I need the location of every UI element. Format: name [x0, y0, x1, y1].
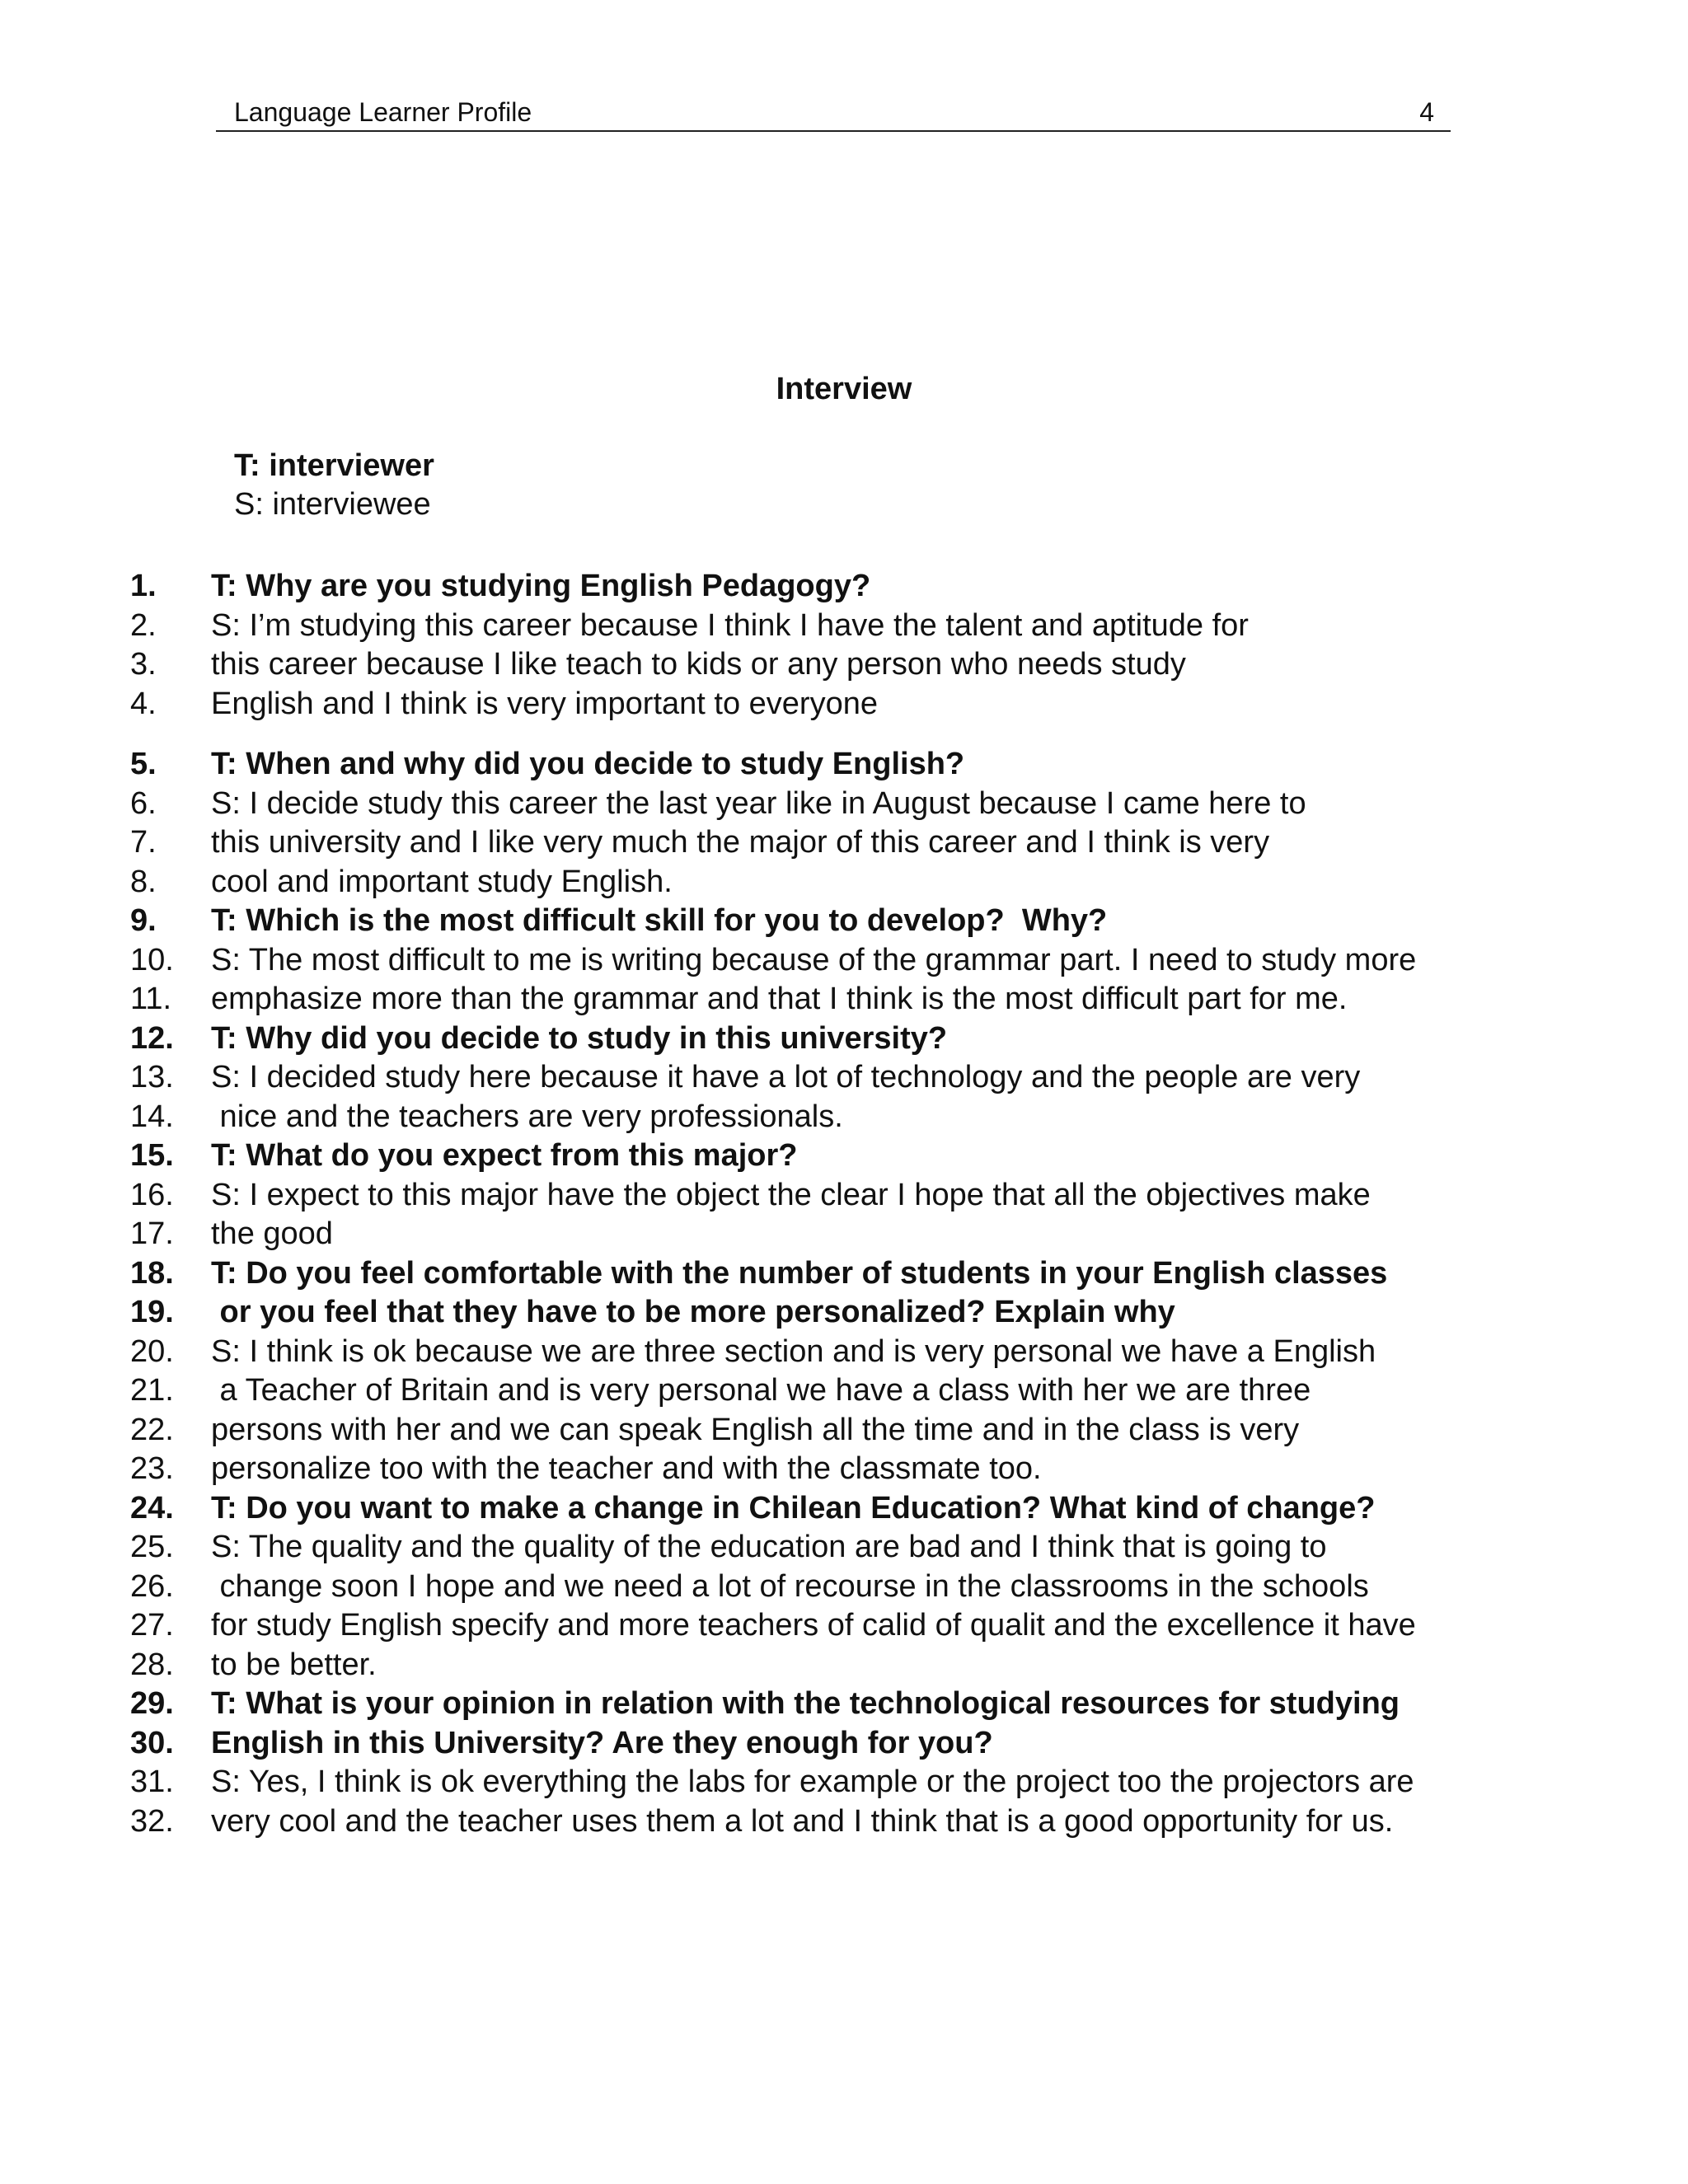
line-number: 5. [130, 747, 157, 781]
transcript-line [0, 1724, 1688, 1764]
transcript-line [0, 1019, 1688, 1059]
transcript-line [0, 1606, 1688, 1646]
transcript-line [0, 1058, 1688, 1098]
line-text: to be better. [211, 1647, 377, 1682]
line-text: T: When and why did you decide to study English? [211, 747, 965, 781]
interview-transcript [0, 567, 1688, 1841]
line-number: 6. [130, 785, 157, 821]
line-number: 17. [130, 1216, 174, 1251]
transcript-line [0, 1293, 1688, 1333]
line-number: 24. [130, 1490, 174, 1526]
line-text: or you feel that they have to be more personalized? Explain why [211, 1295, 1175, 1329]
line-text: T: Which is the most difficult skill for you to develop? Why? [211, 903, 1108, 938]
transcript-line [0, 1215, 1688, 1254]
transcript-line [0, 685, 1688, 724]
transcript-line [0, 941, 1688, 981]
line-number: 21. [130, 1373, 174, 1408]
line-text: change soon I hope and we need a lot of recourse in the classrooms in the schools [211, 1568, 1369, 1604]
line-text: a Teacher of Britain and is very personal we have a class with her we are three [211, 1373, 1311, 1408]
transcript-line [0, 1685, 1688, 1724]
transcript-line [0, 1411, 1688, 1451]
line-number: 12. [130, 1020, 174, 1056]
line-text: nice and the teachers are very professionals. [211, 1099, 843, 1134]
transcript-line [0, 863, 1688, 902]
line-text: T: Do you want to make a change in Chilean Education? What kind of change? [211, 1490, 1376, 1526]
line-text: S: Yes, I think is ok everything the labs for example or the project too the projectors are [211, 1765, 1414, 1799]
line-text: very cool and the teacher uses them a lot and I think that is a good opportunity for us. [211, 1803, 1394, 1839]
line-number: 19. [130, 1295, 174, 1329]
transcript-line [0, 1333, 1688, 1372]
line-text: T: Why did you decide to study in this university? [211, 1020, 948, 1056]
transcript-line [0, 1646, 1688, 1685]
line-text: S: I expect to this major have the object the clear I hope that all the objectives make [211, 1177, 1371, 1212]
line-text: T: What do you expect from this major? [211, 1138, 798, 1173]
line-text: for study English specify and more teachers of calid of qualit and the excellence it have [211, 1608, 1416, 1643]
line-text: personalize too with the teacher and with the classmate too. [211, 1451, 1042, 1486]
line-text: T: Do you feel comfortable with the number of students in your English classes [211, 1255, 1388, 1291]
line-number: 23. [130, 1451, 174, 1486]
transcript-line [0, 1176, 1688, 1216]
transcript-line [0, 1098, 1688, 1137]
transcript-line [0, 745, 1688, 785]
transcript-line [0, 902, 1688, 941]
line-text: cool and important study English. [211, 864, 673, 899]
line-number: 31. [130, 1765, 174, 1799]
line-number: 22. [130, 1412, 174, 1447]
line-number: 26. [130, 1568, 174, 1604]
line-text: S: I’m studying this career because I think I have the talent and aptitude for [211, 607, 1249, 643]
transcript-line [0, 1489, 1688, 1529]
transcript-line [0, 607, 1688, 646]
line-text: T: Why are you studying English Pedagogy? [211, 569, 871, 603]
document-title: Interview [776, 372, 912, 406]
line-number: 3. [130, 647, 157, 682]
line-number: 25. [130, 1530, 174, 1564]
running-header [216, 94, 1451, 132]
legend-interviewer: T: interviewer [234, 448, 434, 483]
transcript-line [0, 1568, 1688, 1607]
line-number: 10. [130, 942, 174, 977]
transcript-line [0, 1450, 1688, 1489]
line-text: T: What is your opinion in relation with the technological resources for studying [211, 1686, 1400, 1721]
line-number: 4. [130, 686, 157, 721]
line-number: 14. [130, 1099, 174, 1134]
line-text: English and I think is very important to everyone [211, 686, 878, 721]
line-text: this career because I like teach to kids or any person who needs study [211, 647, 1186, 682]
speaker-legend [234, 447, 434, 524]
line-number: 15. [130, 1138, 174, 1173]
line-number: 1. [130, 569, 157, 603]
line-number: 16. [130, 1177, 174, 1212]
transcript-line [0, 785, 1688, 824]
line-number: 8. [130, 864, 157, 899]
line-number: 27. [130, 1608, 174, 1643]
line-number: 29. [130, 1686, 174, 1721]
transcript-line [0, 823, 1688, 863]
line-number: 11. [130, 982, 172, 1016]
transcript-line [0, 645, 1688, 685]
line-text: this university and I like very much the major of this career and I think is very [211, 825, 1270, 860]
line-number: 18. [130, 1255, 174, 1291]
transcript-line [0, 567, 1688, 607]
running-header-title: Language Learner Profile [234, 97, 532, 127]
line-text: English in this University? Are they enough for you? [211, 1725, 993, 1760]
transcript-line [0, 1763, 1688, 1802]
transcript-line [0, 980, 1688, 1019]
line-number: 2. [130, 607, 157, 643]
line-number: 32. [130, 1803, 174, 1839]
legend-interviewee: S: interviewee [234, 487, 431, 522]
line-text: S: The most difficult to me is writing because of the grammar part. I need to study more [211, 942, 1417, 977]
line-text: emphasize more than the grammar and that I think is the most difficult part for me. [211, 982, 1348, 1016]
transcript-line [0, 1802, 1688, 1842]
line-number: 30. [130, 1725, 174, 1760]
line-text: S: The quality and the quality of the education are bad and I think that is going to [211, 1530, 1327, 1564]
line-number: 9. [130, 903, 157, 938]
transcript-line [0, 1371, 1688, 1411]
line-text: S: I decided study here because it have a lot of technology and the people are very [211, 1060, 1361, 1094]
line-number: 13. [130, 1060, 174, 1094]
line-text: persons with her and we can speak English all the time and in the class is very [211, 1412, 1300, 1447]
line-text: the good [211, 1216, 333, 1251]
line-text: S: I think is ok because we are three section and is very personal we have a English [211, 1333, 1376, 1369]
page-number: 4 [1419, 97, 1434, 127]
line-number: 28. [130, 1647, 174, 1682]
line-text: S: I decide study this career the last year like in August because I came here to [211, 785, 1306, 821]
transcript-line [0, 1528, 1688, 1568]
line-number: 7. [130, 825, 157, 860]
transcript-line [0, 1137, 1688, 1176]
transcript-line [0, 1254, 1688, 1294]
line-number: 20. [130, 1333, 174, 1369]
